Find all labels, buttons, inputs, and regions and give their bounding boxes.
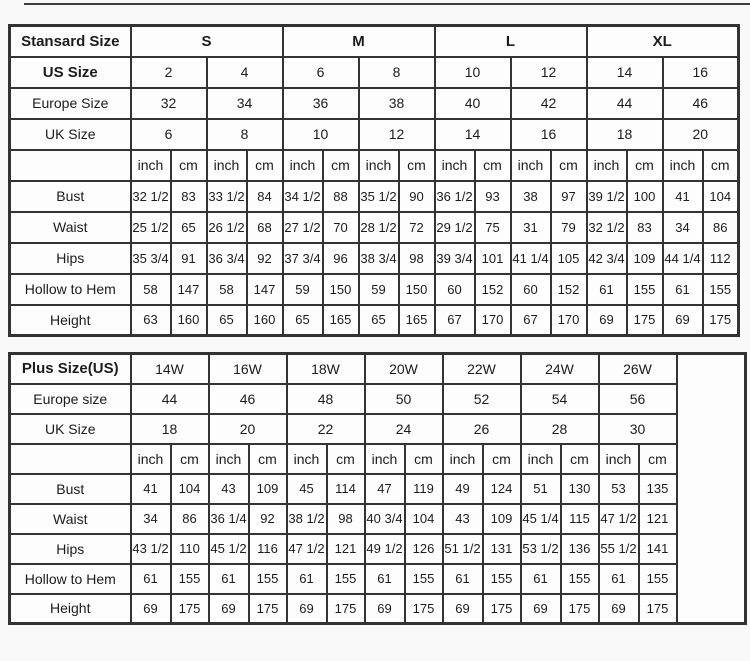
measurement-value-cell: 91 bbox=[171, 243, 207, 274]
size-value-cell: 44 bbox=[587, 88, 663, 119]
unit-header-cell: cm bbox=[475, 150, 511, 181]
unit-header-cell: cm bbox=[323, 150, 359, 181]
measurement-value-cell: 165 bbox=[399, 305, 435, 336]
measurement-value-cell: 130 bbox=[561, 474, 599, 504]
measurement-value-cell: 92 bbox=[249, 504, 287, 534]
measurement-value-cell: 104 bbox=[405, 504, 443, 534]
measurement-value-cell: 61 bbox=[663, 274, 703, 305]
measurement-value-cell: 53 1/2 bbox=[521, 534, 561, 564]
measurement-value-cell: 152 bbox=[551, 274, 587, 305]
measurement-value-cell: 150 bbox=[399, 274, 435, 305]
size-header-cell: 24W bbox=[521, 354, 599, 384]
measurement-value-cell: 59 bbox=[359, 274, 399, 305]
measurement-value-cell: 101 bbox=[475, 243, 511, 274]
size-value-cell: 12 bbox=[359, 119, 435, 150]
measurement-value-cell: 49 bbox=[443, 474, 483, 504]
measurement-value-cell: 116 bbox=[249, 534, 287, 564]
size-header-cell: 22W bbox=[443, 354, 521, 384]
unit-header-cell: cm bbox=[171, 150, 207, 181]
measurement-value-cell: 51 1/2 bbox=[443, 534, 483, 564]
measurement-value-cell: 165 bbox=[323, 305, 359, 336]
measurement-value-cell: 38 3/4 bbox=[359, 243, 399, 274]
size-value-cell: 34 bbox=[207, 88, 283, 119]
measurement-value-cell: 69 bbox=[587, 305, 627, 336]
measurement-value-cell: 61 bbox=[521, 564, 561, 594]
measurement-value-cell: 175 bbox=[561, 594, 599, 624]
size-group-header: M bbox=[283, 26, 435, 57]
table-corner-label: Stansard Size bbox=[10, 26, 131, 57]
row-label: Hollow to Hem bbox=[10, 564, 131, 594]
unit-header-cell: cm bbox=[561, 444, 599, 474]
measurement-value-cell: 136 bbox=[561, 534, 599, 564]
measurement-value-cell: 47 1/2 bbox=[599, 504, 639, 534]
measurement-value-cell: 121 bbox=[327, 534, 365, 564]
measurement-value-cell: 100 bbox=[627, 181, 663, 212]
measurement-value-cell: 79 bbox=[551, 212, 587, 243]
measurement-value-cell: 36 3/4 bbox=[207, 243, 247, 274]
measurement-value-cell: 131 bbox=[483, 534, 521, 564]
measurement-value-cell: 41 1/4 bbox=[511, 243, 551, 274]
unit-header-cell: inch bbox=[521, 444, 561, 474]
top-rule-line bbox=[24, 3, 750, 5]
measurement-value-cell: 69 bbox=[131, 594, 171, 624]
measurement-value-cell: 58 bbox=[131, 274, 171, 305]
row-label: Bust bbox=[10, 181, 131, 212]
measurement-value-cell: 55 1/2 bbox=[599, 534, 639, 564]
measurement-value-cell: 170 bbox=[475, 305, 511, 336]
measurement-value-cell: 34 bbox=[663, 212, 703, 243]
size-value-cell: 54 bbox=[521, 384, 599, 414]
measurement-value-cell: 104 bbox=[703, 181, 739, 212]
measurement-value-cell: 69 bbox=[443, 594, 483, 624]
size-value-cell: 50 bbox=[365, 384, 443, 414]
measurement-value-cell: 72 bbox=[399, 212, 435, 243]
measurement-value-cell: 104 bbox=[171, 474, 209, 504]
measurement-value-cell: 28 1/2 bbox=[359, 212, 399, 243]
unit-header-cell: inch bbox=[599, 444, 639, 474]
unit-header-cell: cm bbox=[627, 150, 663, 181]
measurement-value-cell: 83 bbox=[171, 181, 207, 212]
measurement-value-cell: 155 bbox=[405, 564, 443, 594]
unit-header-cell: inch bbox=[663, 150, 703, 181]
empty-spacer-cell bbox=[10, 444, 131, 474]
measurement-value-cell: 61 bbox=[209, 564, 249, 594]
unit-header-cell: inch bbox=[443, 444, 483, 474]
measurement-value-cell: 61 bbox=[599, 564, 639, 594]
measurement-value-cell: 45 1/2 bbox=[209, 534, 249, 564]
measurement-value-cell: 32 1/2 bbox=[131, 181, 171, 212]
size-value-cell: 6 bbox=[131, 119, 207, 150]
measurement-value-cell: 147 bbox=[171, 274, 207, 305]
unit-header-cell: inch bbox=[587, 150, 627, 181]
measurement-value-cell: 135 bbox=[639, 474, 677, 504]
measurement-value-cell: 121 bbox=[639, 504, 677, 534]
size-value-cell: 4 bbox=[207, 57, 283, 88]
size-value-cell: 42 bbox=[511, 88, 587, 119]
measurement-value-cell: 58 bbox=[207, 274, 247, 305]
standard-size-table bbox=[8, 24, 740, 337]
size-value-cell: 56 bbox=[599, 384, 677, 414]
row-label: Height bbox=[10, 305, 131, 336]
size-value-cell: 8 bbox=[207, 119, 283, 150]
size-value-cell: 30 bbox=[599, 414, 677, 444]
measurement-value-cell: 155 bbox=[561, 564, 599, 594]
measurement-value-cell: 51 bbox=[521, 474, 561, 504]
measurement-value-cell: 69 bbox=[599, 594, 639, 624]
size-value-cell: 38 bbox=[359, 88, 435, 119]
measurement-value-cell: 112 bbox=[703, 243, 739, 274]
measurement-value-cell: 69 bbox=[287, 594, 327, 624]
row-label: Waist bbox=[10, 212, 131, 243]
unit-header-cell: inch bbox=[511, 150, 551, 181]
measurement-value-cell: 119 bbox=[405, 474, 443, 504]
measurement-value-cell: 32 1/2 bbox=[587, 212, 627, 243]
size-group-header: XL bbox=[587, 26, 739, 57]
unit-header-cell: cm bbox=[405, 444, 443, 474]
size-value-cell: 16 bbox=[511, 119, 587, 150]
measurement-value-cell: 43 bbox=[443, 504, 483, 534]
measurement-value-cell: 61 bbox=[287, 564, 327, 594]
unit-header-cell: cm bbox=[483, 444, 521, 474]
measurement-value-cell: 93 bbox=[475, 181, 511, 212]
size-value-cell: 46 bbox=[663, 88, 739, 119]
measurement-value-cell: 90 bbox=[399, 181, 435, 212]
measurement-value-cell: 114 bbox=[327, 474, 365, 504]
measurement-value-cell: 175 bbox=[327, 594, 365, 624]
measurement-value-cell: 155 bbox=[703, 274, 739, 305]
measurement-value-cell: 141 bbox=[639, 534, 677, 564]
measurement-value-cell: 110 bbox=[171, 534, 209, 564]
measurement-value-cell: 53 bbox=[599, 474, 639, 504]
measurement-value-cell: 63 bbox=[131, 305, 171, 336]
measurement-value-cell: 98 bbox=[327, 504, 365, 534]
measurement-value-cell: 70 bbox=[323, 212, 359, 243]
measurement-value-cell: 67 bbox=[511, 305, 551, 336]
measurement-value-cell: 97 bbox=[551, 181, 587, 212]
measurement-value-cell: 109 bbox=[627, 243, 663, 274]
size-header-cell: 26W bbox=[599, 354, 677, 384]
measurement-value-cell: 38 bbox=[511, 181, 551, 212]
size-value-cell: 14 bbox=[587, 57, 663, 88]
size-value-cell: 10 bbox=[435, 57, 511, 88]
unit-header-cell: cm bbox=[171, 444, 209, 474]
measurement-value-cell: 96 bbox=[323, 243, 359, 274]
unit-header-cell: inch bbox=[207, 150, 247, 181]
unit-header-cell: cm bbox=[327, 444, 365, 474]
measurement-value-cell: 31 bbox=[511, 212, 551, 243]
size-header-cell: 16W bbox=[209, 354, 287, 384]
row-label: Waist bbox=[10, 504, 131, 534]
row-label: Height bbox=[10, 594, 131, 624]
measurement-value-cell: 25 1/2 bbox=[131, 212, 171, 243]
measurement-value-cell: 92 bbox=[247, 243, 283, 274]
row-label: Hollow to Hem bbox=[10, 274, 131, 305]
unit-header-cell: cm bbox=[703, 150, 739, 181]
size-group-header: S bbox=[131, 26, 283, 57]
unit-header-cell: inch bbox=[287, 444, 327, 474]
measurement-value-cell: 39 1/2 bbox=[587, 181, 627, 212]
measurement-value-cell: 155 bbox=[171, 564, 209, 594]
measurement-value-cell: 124 bbox=[483, 474, 521, 504]
measurement-value-cell: 60 bbox=[511, 274, 551, 305]
measurement-value-cell: 155 bbox=[627, 274, 663, 305]
measurement-value-cell: 115 bbox=[561, 504, 599, 534]
measurement-value-cell: 36 1/2 bbox=[435, 181, 475, 212]
measurement-value-cell: 33 1/2 bbox=[207, 181, 247, 212]
measurement-value-cell: 150 bbox=[323, 274, 359, 305]
measurement-value-cell: 84 bbox=[247, 181, 283, 212]
unit-header-cell: inch bbox=[435, 150, 475, 181]
measurement-value-cell: 155 bbox=[639, 564, 677, 594]
measurement-value-cell: 152 bbox=[475, 274, 511, 305]
measurement-value-cell: 160 bbox=[171, 305, 207, 336]
measurement-value-cell: 68 bbox=[247, 212, 283, 243]
size-value-cell: 46 bbox=[209, 384, 287, 414]
measurement-value-cell: 65 bbox=[283, 305, 323, 336]
size-value-cell: 14 bbox=[435, 119, 511, 150]
measurement-value-cell: 69 bbox=[663, 305, 703, 336]
size-value-cell: 24 bbox=[365, 414, 443, 444]
measurement-value-cell: 69 bbox=[209, 594, 249, 624]
size-value-cell: 8 bbox=[359, 57, 435, 88]
measurement-value-cell: 109 bbox=[249, 474, 287, 504]
size-value-cell: 22 bbox=[287, 414, 365, 444]
measurement-value-cell: 75 bbox=[475, 212, 511, 243]
size-header-cell: 14W bbox=[131, 354, 209, 384]
size-value-cell: 28 bbox=[521, 414, 599, 444]
measurement-value-cell: 175 bbox=[639, 594, 677, 624]
size-value-cell: 16 bbox=[663, 57, 739, 88]
row-label: US Size bbox=[10, 57, 131, 88]
measurement-value-cell: 37 3/4 bbox=[283, 243, 323, 274]
measurement-value-cell: 40 3/4 bbox=[365, 504, 405, 534]
measurement-value-cell: 65 bbox=[171, 212, 207, 243]
measurement-value-cell: 43 1/2 bbox=[131, 534, 171, 564]
measurement-value-cell: 61 bbox=[131, 564, 171, 594]
measurement-value-cell: 67 bbox=[435, 305, 475, 336]
measurement-value-cell: 45 1/4 bbox=[521, 504, 561, 534]
measurement-value-cell: 38 1/2 bbox=[287, 504, 327, 534]
size-value-cell: 48 bbox=[287, 384, 365, 414]
size-value-cell: 32 bbox=[131, 88, 207, 119]
size-header-cell: 20W bbox=[365, 354, 443, 384]
measurement-value-cell: 65 bbox=[359, 305, 399, 336]
measurement-value-cell: 147 bbox=[247, 274, 283, 305]
unit-header-cell: inch bbox=[131, 444, 171, 474]
measurement-value-cell: 44 1/4 bbox=[663, 243, 703, 274]
measurement-value-cell: 155 bbox=[483, 564, 521, 594]
unit-header-cell: cm bbox=[249, 444, 287, 474]
measurement-value-cell: 41 bbox=[131, 474, 171, 504]
measurement-value-cell: 34 bbox=[131, 504, 171, 534]
measurement-value-cell: 42 3/4 bbox=[587, 243, 627, 274]
size-value-cell: 12 bbox=[511, 57, 587, 88]
measurement-value-cell: 109 bbox=[483, 504, 521, 534]
measurement-value-cell: 175 bbox=[171, 594, 209, 624]
measurement-value-cell: 88 bbox=[323, 181, 359, 212]
measurement-value-cell: 47 bbox=[365, 474, 405, 504]
table-corner-label: Plus Size(US) bbox=[10, 354, 131, 384]
size-value-cell: 44 bbox=[131, 384, 209, 414]
measurement-value-cell: 175 bbox=[703, 305, 739, 336]
measurement-value-cell: 43 bbox=[209, 474, 249, 504]
row-label: Europe size bbox=[10, 384, 131, 414]
measurement-value-cell: 27 1/2 bbox=[283, 212, 323, 243]
row-label: Hips bbox=[10, 243, 131, 274]
size-value-cell: 26 bbox=[443, 414, 521, 444]
size-value-cell: 20 bbox=[663, 119, 739, 150]
measurement-value-cell: 49 1/2 bbox=[365, 534, 405, 564]
measurement-value-cell: 175 bbox=[405, 594, 443, 624]
measurement-value-cell: 29 1/2 bbox=[435, 212, 475, 243]
measurement-value-cell: 105 bbox=[551, 243, 587, 274]
size-header-cell: 18W bbox=[287, 354, 365, 384]
measurement-value-cell: 126 bbox=[405, 534, 443, 564]
measurement-value-cell: 170 bbox=[551, 305, 587, 336]
measurement-value-cell: 36 1/4 bbox=[209, 504, 249, 534]
measurement-value-cell: 47 1/2 bbox=[287, 534, 327, 564]
measurement-value-cell: 160 bbox=[247, 305, 283, 336]
empty-spacer-cell bbox=[10, 150, 131, 181]
size-value-cell: 18 bbox=[587, 119, 663, 150]
measurement-value-cell: 86 bbox=[703, 212, 739, 243]
unit-header-cell: inch bbox=[209, 444, 249, 474]
measurement-value-cell: 34 1/2 bbox=[283, 181, 323, 212]
plus-size-table bbox=[8, 352, 747, 625]
empty-spacer-column bbox=[677, 354, 746, 624]
size-value-cell: 10 bbox=[283, 119, 359, 150]
unit-header-cell: inch bbox=[131, 150, 171, 181]
measurement-value-cell: 69 bbox=[365, 594, 405, 624]
measurement-value-cell: 155 bbox=[327, 564, 365, 594]
size-value-cell: 40 bbox=[435, 88, 511, 119]
unit-header-cell: cm bbox=[639, 444, 677, 474]
size-value-cell: 20 bbox=[209, 414, 287, 444]
measurement-value-cell: 175 bbox=[249, 594, 287, 624]
measurement-value-cell: 61 bbox=[587, 274, 627, 305]
size-value-cell: 52 bbox=[443, 384, 521, 414]
measurement-value-cell: 61 bbox=[365, 564, 405, 594]
measurement-value-cell: 175 bbox=[483, 594, 521, 624]
unit-header-cell: inch bbox=[359, 150, 399, 181]
row-label: UK Size bbox=[10, 119, 131, 150]
measurement-value-cell: 83 bbox=[627, 212, 663, 243]
measurement-value-cell: 61 bbox=[443, 564, 483, 594]
measurement-value-cell: 35 3/4 bbox=[131, 243, 171, 274]
size-value-cell: 18 bbox=[131, 414, 209, 444]
unit-header-cell: cm bbox=[247, 150, 283, 181]
measurement-value-cell: 41 bbox=[663, 181, 703, 212]
size-group-header: L bbox=[435, 26, 587, 57]
row-label: Hips bbox=[10, 534, 131, 564]
unit-header-cell: cm bbox=[551, 150, 587, 181]
measurement-value-cell: 35 1/2 bbox=[359, 181, 399, 212]
size-value-cell: 2 bbox=[131, 57, 207, 88]
measurement-value-cell: 98 bbox=[399, 243, 435, 274]
unit-header-cell: cm bbox=[399, 150, 435, 181]
measurement-value-cell: 65 bbox=[207, 305, 247, 336]
row-label: Bust bbox=[10, 474, 131, 504]
measurement-value-cell: 60 bbox=[435, 274, 475, 305]
measurement-value-cell: 86 bbox=[171, 504, 209, 534]
measurement-value-cell: 45 bbox=[287, 474, 327, 504]
row-label: Europe Size bbox=[10, 88, 131, 119]
measurement-value-cell: 69 bbox=[521, 594, 561, 624]
unit-header-cell: inch bbox=[365, 444, 405, 474]
measurement-value-cell: 39 3/4 bbox=[435, 243, 475, 274]
measurement-value-cell: 175 bbox=[627, 305, 663, 336]
size-value-cell: 6 bbox=[283, 57, 359, 88]
row-label: UK Size bbox=[10, 414, 131, 444]
measurement-value-cell: 59 bbox=[283, 274, 323, 305]
measurement-value-cell: 155 bbox=[249, 564, 287, 594]
unit-header-cell: inch bbox=[283, 150, 323, 181]
measurement-value-cell: 26 1/2 bbox=[207, 212, 247, 243]
size-value-cell: 36 bbox=[283, 88, 359, 119]
